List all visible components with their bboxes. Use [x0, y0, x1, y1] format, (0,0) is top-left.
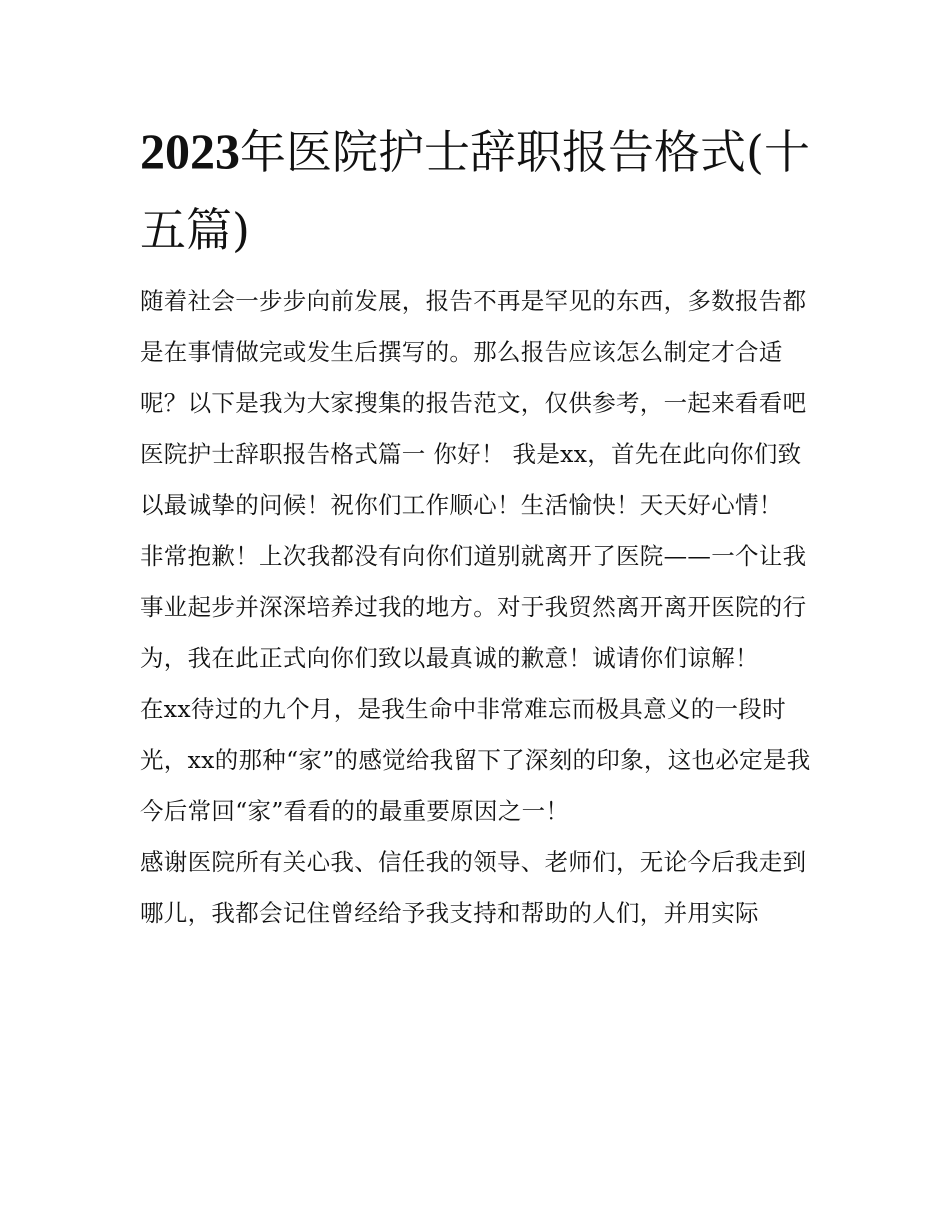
paragraph-apology: 非常抱歉！上次我都没有向你们道别就离开了医院——一个让我事业起步并深深培养过我的地方。对于我贸然离开离开医院的行为，我在此正式向你们致以最真诚的歉意！诚请你们谅解！: [140, 542, 807, 672]
paragraph-thanks: 感谢医院所有关心我、信任我的领导、老师们，无论今后我走到哪儿，我都会记住曾经给予我支持和帮助的人们，并用实际: [140, 848, 807, 927]
paragraph-intro: 随着社会一步步向前发展，报告不再是罕见的东西，多数报告都是在事情做完或发生后撰写的。那么报告应该怎么制定才合适呢？以下是我为大家搜集的报告范文，仅供参考，一起来看看吧: [140, 287, 807, 417]
paragraph-greeting: 医院护士辞职报告格式篇一 你好！ 我是xx，首先在此向你们致以最诚挚的问候！祝你们工作顺心！生活愉快！天天好心情！: [140, 440, 802, 519]
title-text: 年医院护士辞职报告格式(十五篇): [140, 125, 810, 257]
document-body: [140, 276, 812, 939]
title-year: 2023: [140, 123, 240, 179]
document-title: [140, 112, 820, 269]
paragraph-memories: 在xx待过的九个月，是我生命中非常难忘而极具意义的一段时光，xx的那种“家”的感觉给我留下了深刻的印象，这也必定是我今后常回“家”看看的的最重要原因之一！: [140, 695, 811, 825]
